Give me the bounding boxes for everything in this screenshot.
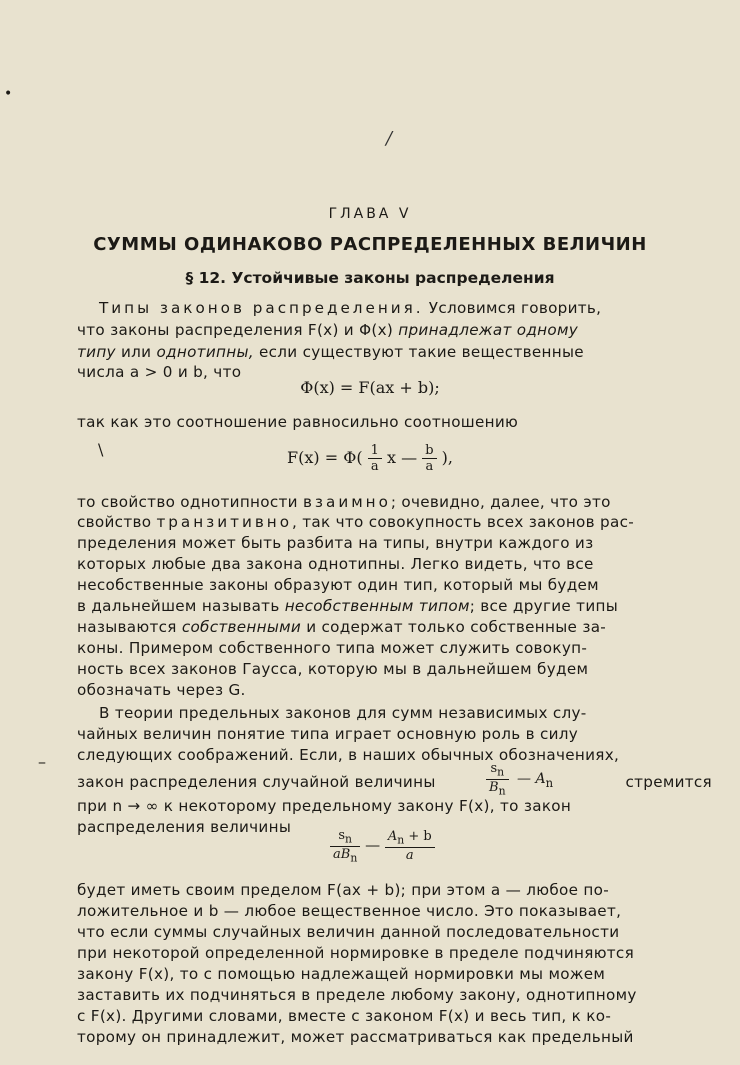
paragraph-line: числа a > 0 и b, что [77,363,242,381]
fraction: $\frac{A_n + b}{a}$ [385,829,435,863]
paragraph-line: то свойство однотипности взаимно; очевидно, далее, что это [77,493,611,511]
paragraph-line: торому он принадлежит, может рассматриваться как предельный [77,1028,634,1046]
paragraph-line: ложительное и b — любое вещественное число. Это показывает, [77,902,622,920]
formula-1: Φ(x) = F(ax + b); [300,378,440,397]
paragraph-line: заставить их подчиняться в пределе любому закону, однотипному [77,986,637,1004]
paragraph-line: что если суммы случайных величин данной последовательности [77,923,620,941]
section-title: § 12. Устойчивые законы распределения [185,269,555,287]
paragraph-line: при n → ∞ к некоторому предельному закону F(x), то закон [77,797,572,815]
fraction: $\frac{b}{a}$ [422,443,436,474]
paragraph-line: будет иметь своим пределом F(ax + b); при этом a — любое по- [77,881,610,899]
formula-2: F(x) = Φ( $\frac{1}{a}$ x — $\frac{b}{a}$ ), [287,443,453,474]
paragraph-line: так как это соотношение равносильно соотношению [77,413,519,431]
paragraph-line: что законы распределения F(x) и Φ(x) принадлежат одному [77,321,578,339]
paragraph-line: обозначать через G. [77,681,246,699]
paragraph-line: в дальнейшем называть несобственным типом; все другие типы [77,597,619,615]
paragraph-line: с F(x). Другими словами, вместе с законом F(x) и весь тип, к ко- [77,1007,612,1025]
fraction: $\frac{1}{a}$ [368,443,382,474]
paragraph-line: называются собственными и содержат только собственные за- [77,618,607,636]
paragraph-line: ность всех законов Гаусса, которую мы в дальнейшем будем [77,660,589,678]
formula-3: $\frac{s_n}{aB_n}$ — $\frac{A_n + b}{a}$ [330,828,435,864]
fraction: $\frac{s_n}{aB_n}$ [330,828,360,864]
chapter-title: СУММЫ ОДИНАКОВО РАСПРЕДЕЛЕННЫХ ВЕЛИЧИН [93,234,647,255]
margin-dash: – [38,752,46,771]
paragraph-line: при некоторой определенной нормировке в пределе подчиняются [77,944,635,962]
paragraph-line: закону F(x), то с помощью надлежащей нормировки мы можем [77,965,606,983]
paragraph-line: несобственные законы образуют один тип, который мы будем [77,576,599,594]
paragraph-line: свойство транзитивно, так что совокупность всех законов рас- [77,513,635,531]
chapter-number: ГЛАВА V [328,206,412,222]
margin-stroke: \ [98,440,104,459]
stray-pencil-mark: / [386,128,393,149]
paragraph-line: следующих соображений. Если, в наших обычных обозначениях, [77,746,620,764]
paragraph-line: стремится [625,773,712,791]
inline-formula: $\frac{s_n}{B_n}$ — $A_n$ [486,761,553,797]
paragraph-line: распределения величины [77,818,292,836]
paragraph-line: коны. Примером собственного типа может служить совокуп- [77,639,588,657]
paragraph-line: закон распределения случайной величины [77,773,436,791]
paragraph-line: Типы законов распределения. Условимся говорить, [99,299,602,317]
paragraph-line: которых любые два закона однотипны. Легко видеть, что все [77,555,594,573]
margin-dot: • [4,86,13,102]
paragraph-line: пределения может быть разбита на типы, внутри каждого из [77,534,594,552]
paragraph-line: чайных величин понятие типа играет основную роль в силу [77,725,579,743]
paragraph-line: В теории предельных законов для сумм независимых слу- [99,704,587,722]
fraction: $\frac{s_n}{B_n}$ [486,761,509,797]
paragraph-line: типу или однотипны, если существуют такие вещественные [77,343,584,361]
